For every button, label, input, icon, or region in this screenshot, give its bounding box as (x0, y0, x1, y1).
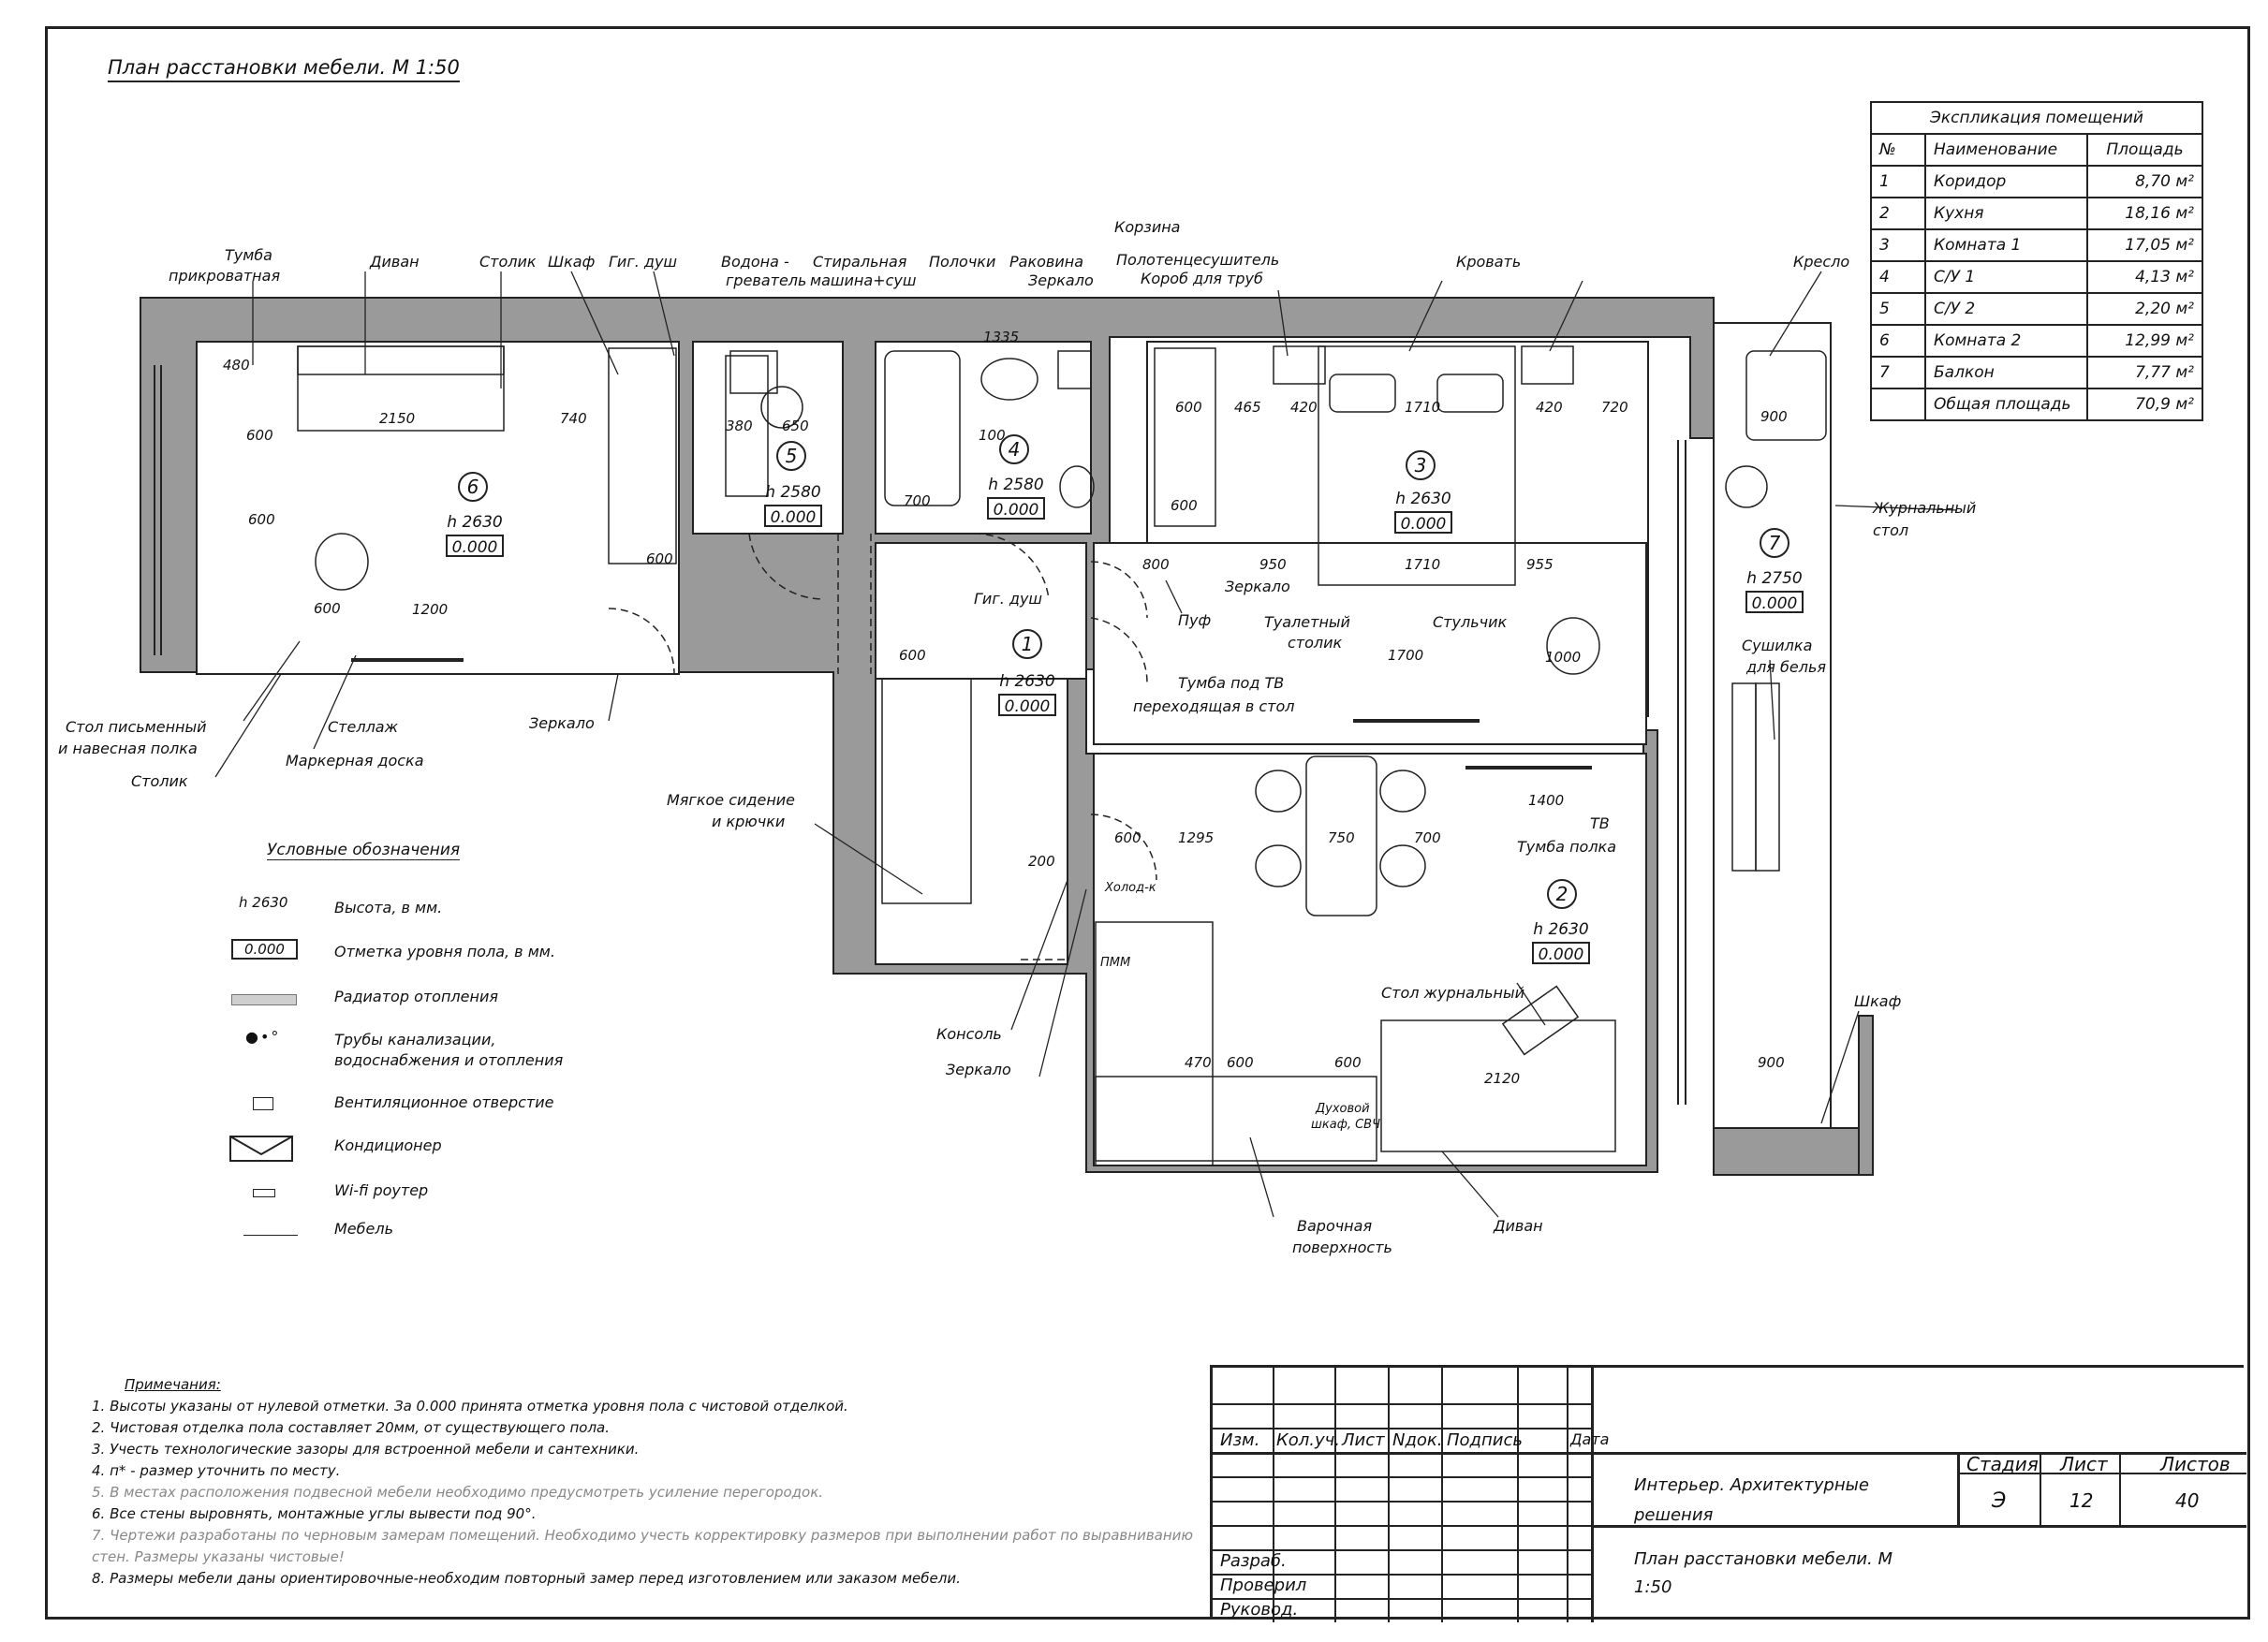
legend-item: Высота, в мм. (334, 899, 443, 916)
label-zhurnalny-stol: стол (1873, 521, 1909, 539)
row-name: С/У 2 (1925, 293, 2087, 325)
row-name: Коридор (1925, 166, 2087, 198)
label-zhurnalny-stol: Журнальный (1873, 499, 1977, 517)
note-item: 5. В местах расположения подвесной мебели необходимо предусмотреть усиление перегородок. (92, 1484, 824, 1501)
stamp-sheets-label: Листов (2160, 1453, 2231, 1475)
stamp-col-data: Дата (1570, 1430, 1610, 1448)
row-area: 4,13 м² (2087, 261, 2202, 293)
label-zerkalo: Зеркало (1225, 578, 1290, 595)
note-item: 2. Чистовая отделка пола составляет 20мм, от существующего пола. (92, 1419, 611, 1436)
label-rakovina: Раковина (1009, 253, 1083, 271)
dim-label: 1335 (983, 329, 1020, 345)
label-tualetny-stolik: Туалетный (1264, 613, 1350, 631)
label-stiralnaya: машина+суш (810, 271, 917, 289)
legend-height-symbol: h 2630 (239, 894, 288, 911)
room-number: 5 (785, 445, 798, 467)
stamp-stage: Э (1992, 1489, 2007, 1513)
room-height: h 2630 (1395, 490, 1451, 508)
dim-label: 200 (1028, 853, 1055, 870)
label-korob: Короб для труб (1141, 270, 1263, 287)
radiator-icon (231, 994, 297, 1005)
label-varochnaya: Варочная (1297, 1217, 1373, 1235)
row-num: 2 (1871, 198, 1925, 229)
row-area: 17,05 м² (2087, 229, 2202, 261)
label-konsol: Консоль (936, 1025, 1002, 1043)
label-sushilka: для белья (1746, 658, 1826, 676)
row-area: 7,77 м² (2087, 357, 2202, 389)
explication-header: № (1871, 134, 1925, 166)
dim-label: 600 (1114, 829, 1141, 846)
note-item: 7. Чертежи разработаны по черновым замерам помещений. Необходимо учесть корректировку размеров при выполнении работ по выравниванию стен. Размеры указаны чистовые! (92, 1527, 1194, 1565)
notes (92, 1374, 1197, 1590)
dim-label: 1710 (1405, 399, 1441, 416)
row-num: 1 (1871, 166, 1925, 198)
stamp-sheet-label: Лист (2060, 1453, 2108, 1475)
row-area: 8,70 м² (2087, 166, 2202, 198)
label-tualetny-stolik: столик (1288, 634, 1343, 652)
stamp-role: Проверил (1220, 1576, 1307, 1595)
label-gig-dush: Гиг. душ (974, 590, 1043, 608)
room-level: 0.000 (451, 538, 498, 557)
room-number: 1 (1021, 633, 1034, 655)
plan-title: План расстановки мебели. М 1:50 (108, 56, 460, 82)
dim-label: 950 (1259, 556, 1287, 573)
room-height: h 2630 (999, 672, 1055, 691)
stamp-sheets: 40 (2175, 1489, 2200, 1512)
stamp-col-ndok: Nдок. (1392, 1430, 1443, 1450)
dim-label: 900 (1758, 1054, 1785, 1071)
stamp-col-podpis: Подпись (1447, 1430, 1523, 1450)
note-item: 8. Размеры мебели даны ориентировочные-необходим повторный замер перед изготовлением или заказом мебели. (92, 1570, 961, 1587)
label-puf: Пуф (1178, 611, 1212, 629)
label-korzina: Корзина (1114, 218, 1181, 236)
dim-label: 380 (726, 418, 753, 434)
dim-label: 1710 (1405, 556, 1441, 573)
dim-label: 600 (899, 647, 926, 664)
router-icon (253, 1189, 275, 1197)
label-stulchik: Стульчик (1433, 613, 1508, 631)
stamp-sheet-title: План расстановки мебели. М 1:50 (1634, 1549, 1893, 1597)
note-item: 1. Высоты указаны от нулевой отметки. За 0.000 принята отметка уровня пола с чистовой отделкой. (92, 1398, 848, 1415)
room-number: 6 (466, 476, 479, 498)
dim-label: 1200 (412, 601, 449, 618)
stamp-col-izm: Изм. (1220, 1430, 1260, 1450)
ac-icon (229, 1136, 295, 1164)
label-divan: Диван (1494, 1217, 1543, 1235)
legend-item: Вентиляционное отверстие (334, 1093, 554, 1111)
dim-label: 600 (1334, 1054, 1362, 1071)
label-pmm: ПММ (1100, 956, 1131, 970)
label-duhovoy: Духовой (1316, 1102, 1370, 1116)
dim-label: 955 (1526, 556, 1554, 573)
label-duhovoy: шкаф, СВЧ (1311, 1118, 1381, 1132)
label-stolik: Столик (131, 772, 188, 790)
dim-label: 2120 (1484, 1070, 1521, 1087)
room-number: 2 (1555, 883, 1568, 905)
row-num: 4 (1871, 261, 1925, 293)
room-level: 0.000 (1004, 697, 1051, 716)
legend-item: Радиатор отопления (334, 988, 498, 1005)
stamp-sheet: 12 (2069, 1489, 2094, 1512)
row-name: Комната 2 (1925, 325, 2087, 357)
room-height: h 2580 (765, 483, 821, 502)
label-zerkalo: Зеркало (529, 714, 595, 732)
label-stol-pismenny: Стол письменный (66, 718, 207, 736)
label-shkaf: Шкаф (1854, 992, 1902, 1010)
row-name: Комната 1 (1925, 229, 2087, 261)
room-number: 3 (1414, 454, 1427, 476)
stamp-project: Интерьер. Архитектурные решения (1634, 1475, 1869, 1525)
label-krovat: Кровать (1456, 253, 1522, 271)
row-area: 2,20 м² (2087, 293, 2202, 325)
room-level: 0.000 (1538, 946, 1584, 964)
label-tumba-polka: Тумба полка (1517, 838, 1617, 856)
title-block (1210, 1365, 2244, 1620)
legend-item: Мебель (334, 1220, 394, 1238)
room-number: 4 (1008, 438, 1021, 461)
dim-label: 1700 (1388, 647, 1424, 664)
label-myagkoe: и крючки (712, 813, 786, 830)
dim-label: 600 (1227, 1054, 1254, 1071)
label-vodonagrevatel: греватель (726, 271, 807, 289)
dim-label: 600 (246, 427, 273, 444)
label-stol-zhurnalny: Стол журнальный (1381, 984, 1525, 1002)
legend-item: Кондиционер (334, 1136, 442, 1154)
dim-label: 420 (1536, 399, 1563, 416)
row-num: 6 (1871, 325, 1925, 357)
label-stolik: Столик (479, 253, 537, 271)
room-level: 0.000 (1751, 594, 1798, 613)
notes-heading: Примечания: (125, 1376, 221, 1393)
dim-label: 700 (904, 492, 931, 509)
room-height: h 2630 (1533, 920, 1589, 939)
dim-label: 420 (1290, 399, 1318, 416)
note-item: 4. п* - размер уточнить по месту. (92, 1462, 341, 1479)
label-shkaf: Шкаф (548, 253, 596, 271)
room-number: 7 (1768, 532, 1781, 554)
room-height: h 2750 (1746, 569, 1803, 588)
total-label: Общая площадь (1925, 389, 2087, 420)
row-num: 5 (1871, 293, 1925, 325)
dim-label: 1000 (1545, 649, 1582, 666)
dim-label: 650 (782, 418, 809, 434)
stamp-col-koluch: Кол.уч. (1276, 1430, 1341, 1450)
dim-label: 1295 (1178, 829, 1215, 846)
dim-label: 100 (979, 427, 1006, 444)
legend-item: Wi-fi роутер (334, 1181, 429, 1199)
legend-item: Трубы канализации, водоснабжения и отопления (334, 1031, 564, 1069)
room-level: 0.000 (1400, 515, 1447, 534)
note-item: 3. Учесть технологические зазоры для встроенной мебели и сантехники. (92, 1441, 640, 1458)
dim-label: 1400 (1528, 792, 1565, 809)
room-level: 0.000 (993, 501, 1039, 520)
dim-label: 600 (248, 511, 275, 528)
room-height: h 2580 (988, 476, 1044, 494)
label-sushilka: Сушилка (1742, 637, 1813, 654)
stamp-col-list: Лист (1342, 1430, 1385, 1450)
label-polochki: Полочки (929, 253, 996, 271)
stamp-role: Разраб. (1220, 1551, 1287, 1571)
label-tumba-prikrovatnaya: прикроватная (169, 267, 281, 285)
label-tv: ТВ (1590, 814, 1610, 832)
label-gig-dush: Гиг. душ (609, 253, 678, 271)
label-kreslo: Кресло (1793, 253, 1850, 271)
stamp-stage-label: Стадия (1966, 1453, 2039, 1475)
legend-level-symbol: 0.000 (231, 939, 298, 960)
room-height: h 2630 (447, 513, 503, 532)
label-varochnaya: поверхность (1292, 1239, 1392, 1256)
label-tumba-prikrovatnaya: Тумба (225, 246, 272, 264)
row-name: Кухня (1925, 198, 2087, 229)
row-area: 18,16 м² (2087, 198, 2202, 229)
row-num: 7 (1871, 357, 1925, 389)
dim-label: 720 (1601, 399, 1628, 416)
dim-label: 700 (1414, 829, 1441, 846)
dim-label: 600 (1175, 399, 1202, 416)
dim-label: 600 (1171, 497, 1198, 514)
dim-label: 2150 (379, 410, 416, 427)
dim-label: 470 (1185, 1054, 1212, 1071)
dim-label: 480 (223, 357, 250, 374)
dim-label: 740 (560, 410, 587, 427)
label-tumba-tv: Тумба под ТВ (1178, 674, 1285, 692)
label-myagkoe: Мягкое сидение (667, 791, 796, 809)
label-stellazh: Стеллаж (328, 718, 399, 736)
label-markernaya: Маркерная доска (286, 752, 424, 770)
pipes-icon: ●•° (245, 1028, 281, 1046)
explication-header: Площадь (2087, 134, 2202, 166)
explication-caption: Экспликация помещений (1871, 102, 2202, 134)
legend-title: Условные обозначения (267, 841, 461, 859)
label-tumba-tv: переходящая в стол (1133, 697, 1295, 715)
label-zerkalo: Зеркало (946, 1061, 1011, 1078)
dim-label: 465 (1234, 399, 1261, 416)
vent-icon (253, 1097, 273, 1110)
stamp-role: Руковод. (1220, 1600, 1299, 1620)
label-divan: Диван (370, 253, 420, 271)
note-item: 6. Все стены выровнять, монтажные углы вывести под 90°. (92, 1505, 537, 1522)
explication-header: Наименование (1925, 134, 2087, 166)
dim-label: 900 (1760, 408, 1788, 425)
label-holodilnik: Холод-к (1105, 881, 1156, 895)
dim-label: 600 (314, 600, 341, 617)
label-stiralnaya: Стиральная (813, 253, 907, 271)
label-polotencesushitel: Полотенцесушитель (1116, 251, 1280, 269)
dim-label: 600 (646, 550, 673, 567)
dim-label: 800 (1142, 556, 1170, 573)
room-level: 0.000 (770, 508, 817, 527)
row-name: Балкон (1925, 357, 2087, 389)
legend-item: Отметка уровня пола, в мм. (334, 943, 555, 960)
dim-label: 750 (1328, 829, 1355, 846)
row-area: 12,99 м² (2087, 325, 2202, 357)
total-area: 70,9 м² (2087, 389, 2202, 420)
row-num: 3 (1871, 229, 1925, 261)
label-vodonagrevatel: Водона - (721, 253, 789, 271)
row-name: С/У 1 (1925, 261, 2087, 293)
label-stol-pismenny: и навесная полка (58, 740, 198, 757)
label-zerkalo: Зеркало (1028, 271, 1094, 289)
furniture-line-icon (243, 1235, 298, 1236)
